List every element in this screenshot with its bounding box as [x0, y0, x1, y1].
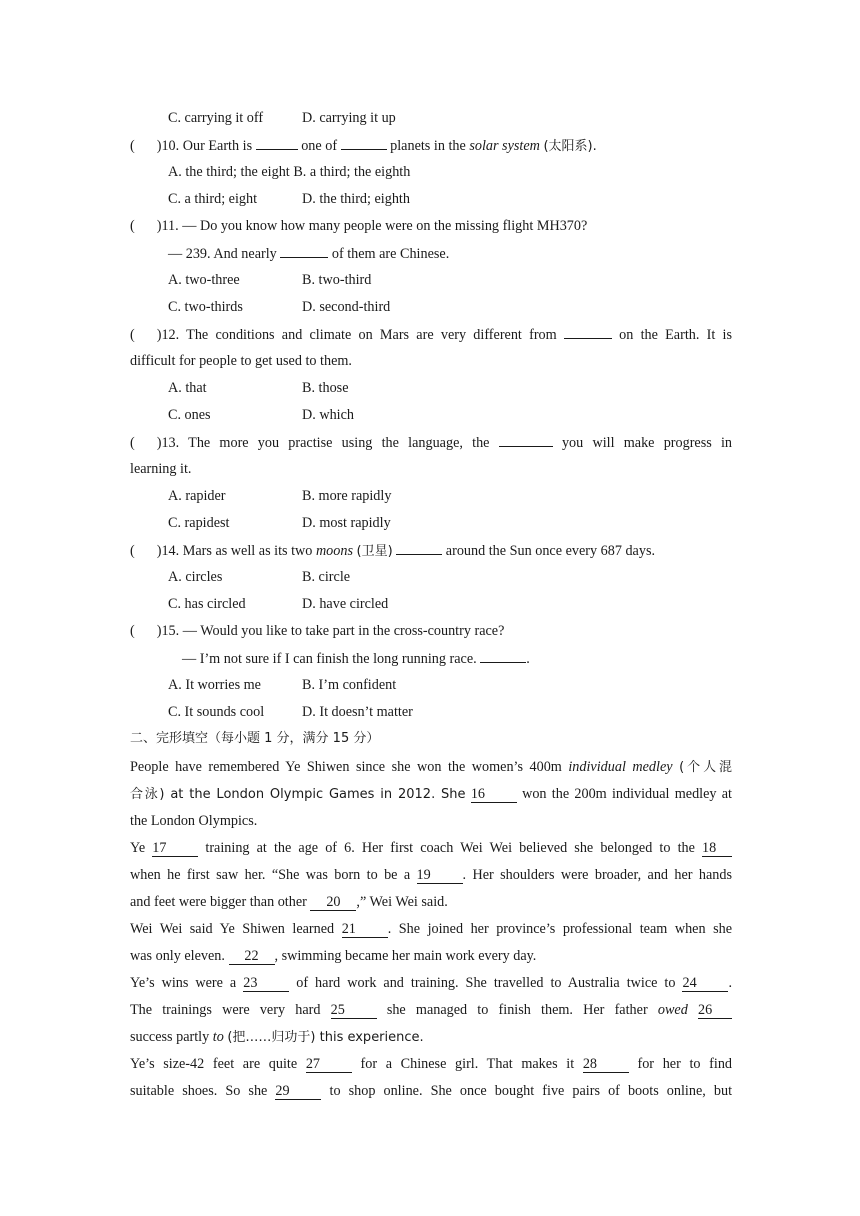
- q10-options-ab: [168, 162, 770, 182]
- passage-line-5: [130, 865, 732, 885]
- q15-options-cd: [168, 702, 770, 722]
- blank-16[interactable]: 16: [471, 786, 517, 803]
- q14-stem: )14. Mars as well as its two: [156, 543, 313, 559]
- blank-25[interactable]: 25: [331, 1002, 377, 1019]
- question-15: [130, 621, 732, 641]
- q10-blank-1[interactable]: [256, 135, 298, 150]
- passage-text: Ye: [130, 840, 146, 856]
- q14-gloss: (卫星): [356, 544, 393, 559]
- passage-text: Ye’s wins were a: [130, 975, 237, 991]
- q13-continuation: learning it.: [130, 461, 192, 477]
- q12-blank[interactable]: [564, 324, 612, 339]
- blank-26[interactable]: 26: [698, 1002, 732, 1019]
- q10-option-a: A. the third; the eight: [168, 164, 290, 180]
- q15-option-b: B. I’m confident: [302, 677, 397, 693]
- q10-options-cd: [168, 189, 770, 209]
- q12-options-ab: [168, 378, 770, 398]
- passage-text: The trainings were very hard: [130, 1002, 321, 1018]
- passage-line-1: [130, 757, 732, 778]
- q14-paren: (: [130, 543, 135, 559]
- q9-options-cd: [168, 108, 770, 128]
- q12-continuation: difficult for people to get used to them.: [130, 353, 352, 369]
- q14-options-ab: [168, 567, 770, 587]
- passage-text: to shop online. She once bought five pairs of boots online, but: [329, 1083, 733, 1099]
- q10-option-d: D. the third; eighth: [302, 191, 410, 207]
- q11-answer: — 239. And nearly: [168, 246, 277, 262]
- passage-text: 合泳) at the London Olympic Games in 2012. She: [130, 787, 466, 802]
- passage-text: suitable shoes. So she: [130, 1083, 268, 1099]
- q13-option-a: A. rapider: [168, 488, 226, 504]
- passage-line-8: [130, 946, 732, 966]
- q15-blank[interactable]: [480, 648, 526, 663]
- blank-19[interactable]: 19: [417, 867, 463, 884]
- q14-blank[interactable]: [396, 540, 442, 555]
- passage-line-4: [130, 838, 732, 858]
- passage-text: , swimming became her main work every day.: [274, 948, 537, 964]
- question-11: [130, 216, 732, 236]
- q10-option-b: B. a third; the eighth: [293, 164, 411, 180]
- q11-option-a: A. two-three: [168, 272, 240, 288]
- q15-stem: )15. — Would you like to take part in the cross-country race?: [156, 623, 505, 639]
- q14-option-c: C. has circled: [168, 596, 246, 612]
- passage-term: owed: [657, 1002, 688, 1018]
- q10-stem: )10. Our Earth is: [156, 138, 253, 154]
- question-14: [130, 540, 732, 562]
- q11-answer-line: [168, 243, 770, 264]
- passage-line-3: the London Olympics.: [130, 813, 258, 829]
- question-13: [130, 432, 732, 453]
- q15-option-d: D. It doesn’t matter: [302, 704, 413, 720]
- question-10: [130, 135, 732, 157]
- passage-text: when he first saw her. “She was born to be a: [130, 867, 411, 883]
- blank-22[interactable]: 22: [229, 948, 275, 965]
- q13-option-c: C. rapidest: [168, 515, 230, 531]
- q11-blank[interactable]: [280, 243, 328, 258]
- passage-text: . Her shoulders were broader, and her hands: [462, 867, 733, 883]
- q15-option-a: A. It worries me: [168, 677, 261, 693]
- q14-option-d: D. have circled: [302, 596, 389, 612]
- passage-text: she managed to finish them. Her father: [386, 1002, 648, 1018]
- passage-term: individual medley: [568, 759, 673, 775]
- q12-paren: (: [130, 327, 135, 343]
- q15-option-c: C. It sounds cool: [168, 704, 265, 720]
- passage-line-11: [130, 1027, 732, 1048]
- q10-gloss: (太阳系).: [543, 139, 597, 154]
- q12-option-a: A. that: [168, 380, 207, 396]
- passage-line-6: [130, 892, 732, 912]
- q14-option-b: B. circle: [302, 569, 351, 585]
- q13-blank[interactable]: [499, 432, 553, 447]
- passage-gloss: (个人混: [679, 760, 733, 775]
- q15-answer-line: [182, 648, 784, 669]
- blank-24[interactable]: 24: [682, 975, 728, 992]
- q15-options-ab: [168, 675, 770, 695]
- blank-18[interactable]: 18: [702, 840, 732, 857]
- q12-options-cd: [168, 405, 770, 425]
- passage-text: training at the age of 6. Her first coach Wei Wei believed she belonged to the: [205, 840, 695, 856]
- passage-text: . She joined her province’s professional team when she: [387, 921, 732, 937]
- q15-paren: (: [130, 623, 135, 639]
- q10-term: solar system: [469, 138, 540, 154]
- q15-answer: — I’m not sure if I can finish the long running race.: [182, 651, 477, 667]
- passage-text: People have remembered Ye Shiwen since she won the women’s 400m: [130, 759, 562, 775]
- q12-stem: )12. The conditions and climate on Mars are very different from: [156, 327, 557, 343]
- blank-23[interactable]: 23: [243, 975, 289, 992]
- passage-gloss: (把……归功于) this experience.: [227, 1030, 424, 1045]
- q12-stem-end: on the Earth. It is: [619, 327, 732, 343]
- q13-paren: (: [130, 435, 135, 451]
- q14-options-cd: [168, 594, 770, 614]
- q15-answer-end: .: [526, 651, 530, 667]
- passage-text: Ye’s size-42 feet are quite: [130, 1056, 298, 1072]
- blank-27[interactable]: 27: [306, 1056, 352, 1073]
- q14-option-a: A. circles: [168, 569, 223, 585]
- q13-options-ab: [168, 486, 770, 506]
- q10-paren: (: [130, 138, 135, 154]
- q12-option-c: C. ones: [168, 407, 211, 423]
- q10-stem-mid: one of: [301, 138, 338, 154]
- passage-text: for her to find: [637, 1056, 733, 1072]
- blank-28[interactable]: 28: [583, 1056, 629, 1073]
- q10-blank-2[interactable]: [341, 135, 387, 150]
- q11-paren: (: [130, 218, 135, 234]
- passage-line-2: [130, 784, 732, 805]
- passage-text: ,” Wei Wei said.: [356, 894, 448, 910]
- q13-option-b: B. more rapidly: [302, 488, 392, 504]
- blank-29[interactable]: 29: [275, 1083, 321, 1100]
- passage-term: to: [212, 1029, 224, 1045]
- q13-stem-end: you will make progress in: [561, 435, 733, 451]
- q13-stem: )13. The more you practise using the language, the: [156, 435, 490, 451]
- passage-line-9: [130, 973, 732, 993]
- q10-stem-end: planets in the: [390, 138, 466, 154]
- passage-text: and feet were bigger than other: [130, 894, 307, 910]
- passage-text: for a Chinese girl. That makes it: [360, 1056, 575, 1072]
- passage-text: .: [728, 975, 733, 991]
- q11-option-c: C. two-thirds: [168, 299, 243, 315]
- passage-text: Wei Wei said Ye Shiwen learned: [130, 921, 335, 937]
- q11-stem: )11. — Do you know how many people were on the missing flight MH370?: [156, 218, 588, 234]
- passage-line-10: [130, 1000, 732, 1020]
- q11-option-b: B. two-third: [302, 272, 372, 288]
- passage-text: won the 200m individual medley at: [522, 786, 733, 802]
- passage-line-7: [130, 919, 732, 939]
- q11-options-cd: [168, 297, 770, 317]
- q11-option-d: D. second-third: [302, 299, 391, 315]
- q10-option-c: C. a third; eight: [168, 191, 258, 207]
- q11-options-ab: [168, 270, 770, 290]
- section-2-heading: 二、完形填空（每小题 1 分，满分 15 分）: [130, 731, 380, 746]
- blank-17[interactable]: 17: [152, 840, 198, 857]
- passage-line-13: [130, 1081, 732, 1101]
- q12-option-d: D. which: [302, 407, 355, 423]
- q12-option-b: B. those: [302, 380, 349, 396]
- q14-stem-end: around the Sun once every 687 days.: [445, 543, 656, 559]
- q14-term: moons: [315, 543, 353, 559]
- q9-option-d: D. carrying it up: [302, 110, 396, 126]
- passage-text: was only eleven.: [130, 948, 225, 964]
- passage-text: of hard work and training. She travelled to Australia twice to: [296, 975, 676, 991]
- passage-text: success partly: [130, 1029, 210, 1045]
- blank-20[interactable]: 20: [310, 894, 356, 911]
- q9-option-c: C. carrying it off: [168, 110, 264, 126]
- question-12: [130, 324, 732, 345]
- q11-answer-end: of them are Chinese.: [331, 246, 450, 262]
- q13-options-cd: [168, 513, 770, 533]
- passage-line-12: [130, 1054, 732, 1074]
- q13-option-d: D. most rapidly: [302, 515, 391, 531]
- blank-21[interactable]: 21: [342, 921, 388, 938]
